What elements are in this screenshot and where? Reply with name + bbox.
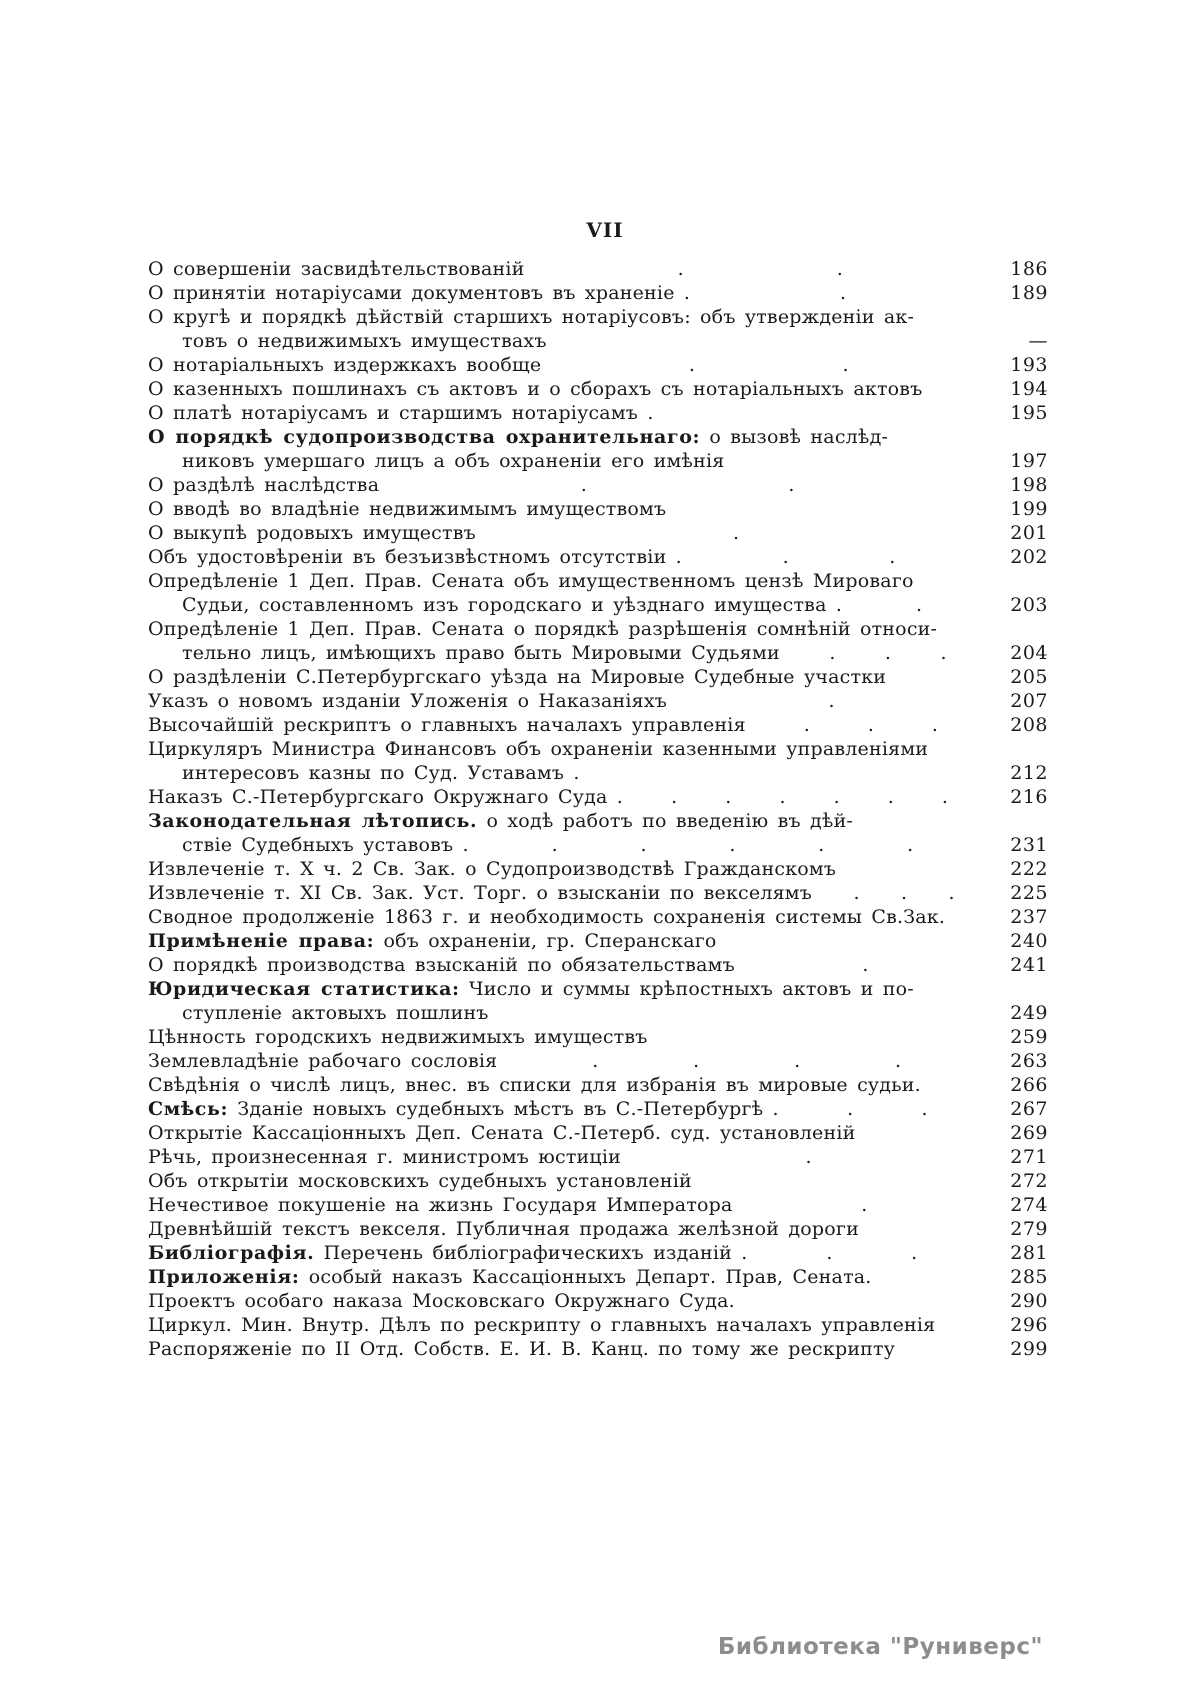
toc-entry — [148, 1049, 1048, 1073]
entry-title-text: Число и суммы крѣпостныхъ актовъ и по- — [459, 978, 914, 1000]
entry-title — [148, 569, 914, 593]
entry-title-text: О принятіи нотаріусами документовъ въ храненіе . — [148, 282, 691, 304]
entry-page-number: 212 — [1010, 762, 1048, 784]
entry-title-text: Нечестивое покушеніе на жизнь Государя Императора — [148, 1194, 733, 1216]
entry-title-text: Землевладѣніе рабочаго сословія — [148, 1050, 498, 1072]
leader-dots: . . . — [803, 714, 938, 736]
entry-title — [148, 929, 717, 953]
toc-entry — [148, 425, 1048, 449]
toc-entry — [148, 1169, 1048, 1193]
toc-entry — [148, 1193, 1048, 1217]
toc-entry — [148, 1025, 1048, 1049]
entry-page-number: 201 — [1010, 522, 1048, 544]
entry-title-text: О раздѣлѣ наслѣдства — [148, 474, 380, 496]
toc-entry — [148, 281, 1048, 305]
entry-title-text: Опредѣленіе 1 Деп. Прав. Сената объ имущественномъ цензѣ Мироваго — [148, 570, 914, 592]
toc-entry — [148, 1145, 1048, 1169]
entry-page-number: 216 — [1010, 786, 1048, 808]
entry-page-number: 225 — [1010, 882, 1048, 904]
entry-title — [148, 1193, 733, 1217]
toc-entry — [148, 1265, 1048, 1289]
entry-title-text: о ходѣ работъ по введенію въ дѣй- — [477, 810, 854, 832]
page-number-roman: VII — [586, 218, 624, 242]
entry-title — [148, 1097, 779, 1121]
entry-title-text: Извлеченіе т. X ч. 2 Св. Зак. о Судопроизводствѣ Гражданскомъ — [148, 858, 837, 880]
entry-page-number: 204 — [1010, 642, 1048, 664]
entry-title-text: Высочайшій рескриптъ о главныхъ началахъ управленія — [148, 714, 746, 736]
entry-title — [148, 809, 853, 833]
entry-title-text: О совершеніи засвидѣтельствованій — [148, 258, 525, 280]
toc-entry — [148, 881, 1048, 905]
toc-entry — [148, 377, 1048, 401]
entry-title-text: Объ удостовѣреніи въ безъизвѣстномъ отсутствіи . — [148, 546, 682, 568]
toc-entry — [148, 905, 1048, 929]
leader-dots: . . — [580, 474, 795, 496]
entry-title-text: О платѣ нотаріусамъ и старшимъ нотаріусамъ . — [148, 402, 654, 424]
entry-title-text: Сводное продолженіе 1863 г. и необходимость сохраненія системы Св.Зак. — [148, 906, 946, 928]
entry-page-number: 269 — [1010, 1122, 1048, 1144]
entry-title — [148, 857, 836, 881]
entry-page-number: 195 — [1010, 402, 1048, 424]
toc-entry — [148, 1121, 1048, 1145]
toc-entry — [148, 569, 1048, 593]
entry-title — [148, 1289, 735, 1313]
toc-entry — [148, 1001, 1048, 1025]
toc-entry — [148, 1313, 1048, 1337]
entry-page-number: 231 — [1010, 834, 1048, 856]
entry-page-number: — — [1028, 330, 1048, 352]
toc-entry — [148, 953, 1048, 977]
entry-title-text: интересовъ казны по Суд. Уставамъ . — [182, 762, 580, 784]
entry-title-text: Опредѣленіе 1 Деп. Прав. Сената о порядкѣ разрѣшенія сомнѣній относи- — [148, 618, 938, 640]
toc-entry — [148, 977, 1048, 1001]
entry-title-text: ступленіе актовыхъ пошлинъ — [182, 1002, 489, 1024]
entry-page-number: 285 — [1010, 1266, 1048, 1288]
leader-dots: . . — [847, 1098, 928, 1120]
entry-title-text: особый наказъ Кассаціонныхъ Департ. Прав, Сената. — [299, 1266, 872, 1288]
leader-dots: . . . . . — [551, 834, 914, 856]
entry-title-text: О казенныхъ пошлинахъ съ актовъ и о сборахъ съ нотаріальныхъ актовъ — [148, 378, 923, 400]
entry-page-number: 240 — [1010, 930, 1048, 952]
leader-dots: . — [861, 1194, 868, 1216]
leader-dots: . . — [782, 546, 896, 568]
entry-page-number: 199 — [1010, 498, 1048, 520]
toc-entry — [148, 593, 1048, 617]
entry-title — [148, 1025, 648, 1049]
entry-title-text: Свѣдѣнія о числѣ лицъ, внес. въ списки для избранія въ мировые судьи. — [148, 1074, 921, 1096]
entry-title-text: Наказъ С.-Петербургскаго Окружнаго Суда . — [148, 786, 624, 808]
entry-title-text: товъ о недвижимыхъ имуществахъ — [182, 330, 547, 352]
toc-entry — [148, 857, 1048, 881]
toc-entry — [148, 785, 1048, 809]
entry-page-number: 259 — [1010, 1026, 1048, 1048]
entry-title — [148, 1073, 921, 1097]
entry-page-number: 279 — [1010, 1218, 1048, 1240]
toc-entry — [148, 761, 1048, 785]
entry-title — [148, 617, 937, 641]
toc-entry — [148, 545, 1048, 569]
entry-page-number: 267 — [1010, 1098, 1048, 1120]
leader-dots: . — [828, 690, 835, 712]
entry-page-number: 202 — [1010, 546, 1048, 568]
entry-title-text: Циркул. Мин. Внутр. Дѣлъ по рескрипту о главныхъ началахъ управленія — [148, 1314, 936, 1336]
entry-title-text: Извлеченіе т. XI Св. Зак. Уст. Торг. о взысканіи по векселямъ — [148, 882, 813, 904]
toc-entry — [148, 497, 1048, 521]
entry-page-number: 198 — [1010, 474, 1048, 496]
entry-page-number: 237 — [1010, 906, 1048, 928]
entry-title-text: О порядкѣ производства взысканій по обязательствамъ — [148, 954, 735, 976]
entry-title — [148, 401, 654, 425]
entry-title-text: Проектъ особаго наказа Московскаго Окружнаго Суда. — [148, 1290, 735, 1312]
entry-title-text: никовъ умершаго лицъ а объ охраненіи его имѣнія — [182, 450, 725, 472]
entry-title-text: О выкупѣ родовыхъ имуществъ — [148, 522, 476, 544]
entry-page-number: 186 — [1010, 258, 1048, 280]
entry-title — [148, 281, 690, 305]
entry-title — [148, 1169, 692, 1193]
entry-title — [148, 353, 541, 377]
entry-page-number: 203 — [1010, 594, 1048, 616]
entry-title — [148, 545, 682, 569]
entry-page-number: 266 — [1010, 1074, 1048, 1096]
leader-dots: . . — [677, 258, 843, 280]
entry-title-bold-prefix: Законодательная лѣтопись. — [148, 810, 478, 832]
entry-title-text: О кругѣ и порядкѣ дѣйствій старшихъ нотаріусовъ: объ утвержденіи ак- — [148, 306, 915, 328]
entry-title-bold-prefix: Юридическая статистика: — [148, 978, 460, 1000]
entry-title-text: Зданіе новыхъ судебныхъ мѣстъ въ С.-Петербургѣ . — [228, 1098, 779, 1120]
toc-entry — [148, 1337, 1048, 1361]
entry-page-number: 290 — [1010, 1290, 1048, 1312]
leader-dots: . — [862, 954, 869, 976]
leader-dots: . . . . — [592, 1050, 902, 1072]
toc-entry — [148, 929, 1048, 953]
table-of-contents — [148, 257, 1048, 1361]
entry-title-text: Объ открытіи московскихъ судебныхъ установленій — [148, 1170, 692, 1192]
entry-title-bold-prefix: Библіографія. — [148, 1242, 315, 1264]
entry-title — [182, 449, 724, 473]
entry-title — [148, 1241, 748, 1265]
entry-page-number: 249 — [1010, 1002, 1048, 1024]
entry-title-text: Циркуляръ Министра Финансовъ объ охраненіи казенными управленіями — [148, 738, 929, 760]
toc-entry — [148, 665, 1048, 689]
entry-title — [148, 1121, 856, 1145]
entry-title-bold-prefix: Примѣненіе права: — [148, 930, 375, 952]
entry-title — [148, 1049, 497, 1073]
entry-title — [148, 689, 667, 713]
toc-entry — [148, 641, 1048, 665]
entry-title-text: тельно лицъ, имѣющихъ право быть Мировыми Судьями — [182, 642, 780, 664]
entry-title — [182, 1001, 489, 1025]
entry-page-number: 263 — [1010, 1050, 1048, 1072]
entry-page-number: 241 — [1010, 954, 1048, 976]
entry-title-text: О нотаріальныхъ издержкахъ вообще — [148, 354, 542, 376]
entry-title-bold-prefix: Приложенія: — [148, 1266, 300, 1288]
entry-title-bold-prefix: О порядкѣ судопроизводства охранительнаго: — [148, 426, 701, 448]
entry-page-number: 197 — [1010, 450, 1048, 472]
entry-title — [148, 521, 476, 545]
entry-title — [148, 1145, 621, 1169]
toc-entry — [148, 617, 1048, 641]
leader-dots: . . . — [829, 642, 947, 664]
entry-page-number: 272 — [1010, 1170, 1048, 1192]
entry-title-text: Судьи, составленномъ изъ городскаго и уѣзднаго имущества . — [182, 594, 843, 616]
entry-title-text: Цѣнность городскихъ недвижимыхъ имуществъ — [148, 1026, 648, 1048]
leader-dots: . — [916, 594, 923, 616]
entry-title — [148, 881, 812, 905]
toc-entry — [148, 449, 1048, 473]
entry-title — [148, 305, 914, 329]
entry-title-text: О раздѣленіи С.Петербургскаго уѣзда на Мировые Судебные участки — [148, 666, 887, 688]
toc-entry — [148, 353, 1048, 377]
entry-title — [148, 737, 928, 761]
entry-title — [182, 833, 469, 857]
toc-entry — [148, 713, 1048, 737]
entry-title-text: о вызовѣ наслѣд- — [700, 426, 889, 448]
leader-dots: . . . — [853, 882, 955, 904]
entry-title — [182, 329, 547, 353]
entry-page-number: 274 — [1010, 1194, 1048, 1216]
toc-entry — [148, 689, 1048, 713]
entry-title — [148, 713, 746, 737]
entry-title-bold-prefix: Смѣсь: — [148, 1098, 229, 1120]
entry-title — [148, 1313, 935, 1337]
entry-page-number: 205 — [1010, 666, 1048, 688]
entry-title — [182, 593, 842, 617]
toc-entry — [148, 521, 1048, 545]
entry-title-text: Указъ о новомъ изданіи Уложенія о Наказаніяхъ — [148, 690, 668, 712]
entry-title-text: Древнѣйшій текстъ векселя. Публичная продажа желѣзной дороги — [148, 1218, 859, 1240]
toc-entry — [148, 1073, 1048, 1097]
entry-title — [148, 905, 945, 929]
toc-entry — [148, 1289, 1048, 1313]
entry-title — [148, 1217, 859, 1241]
entry-page-number: 194 — [1010, 378, 1048, 400]
library-watermark: Библиотека "Руниверс" — [717, 1634, 1043, 1660]
entry-title-text: Перечень библіографическихъ изданій . — [314, 1242, 748, 1264]
leader-dots: . — [840, 282, 847, 304]
entry-page-number: 271 — [1010, 1146, 1048, 1168]
entry-title — [148, 1337, 895, 1361]
toc-entry — [148, 257, 1048, 281]
entry-title-text: объ охраненіи, гр. Сперанскаго — [374, 930, 717, 952]
entry-title — [148, 953, 735, 977]
leader-dots: . . — [826, 1242, 918, 1264]
leader-dots: . . . . . . — [671, 786, 948, 808]
entry-page-number: 208 — [1010, 714, 1048, 736]
entry-page-number: 193 — [1010, 354, 1048, 376]
entry-title — [148, 665, 886, 689]
entry-title — [148, 473, 379, 497]
toc-entry — [148, 833, 1048, 857]
entry-page-number: 296 — [1010, 1314, 1048, 1336]
entry-title — [182, 641, 780, 665]
entry-page-number: 299 — [1010, 1338, 1048, 1360]
entry-title — [148, 377, 923, 401]
entry-page-number: 222 — [1010, 858, 1048, 880]
entry-title-text: Распоряженіе по II Отд. Собств. Е. И. В. Канц. по тому же рескрипту — [148, 1338, 896, 1360]
toc-entry — [148, 1217, 1048, 1241]
entry-title-text: Открытіе Кассаціонныхъ Деп. Сената С.-Петерб. суд. установленій — [148, 1122, 856, 1144]
toc-entry — [148, 401, 1048, 425]
entry-title — [148, 1265, 872, 1289]
leader-dots: . — [805, 1146, 812, 1168]
entry-title — [148, 785, 623, 809]
entry-page-number: 207 — [1010, 690, 1048, 712]
toc-entry — [148, 329, 1048, 353]
entry-title — [182, 761, 580, 785]
toc-entry — [148, 737, 1048, 761]
entry-title — [148, 425, 888, 449]
toc-entry — [148, 473, 1048, 497]
entry-title-text: О вводѣ во владѣніе недвижимымъ имуществомъ — [148, 498, 667, 520]
entry-title-text: ствіе Судебныхъ уставовъ . — [182, 834, 469, 856]
entry-title — [148, 257, 525, 281]
entry-page-number: 189 — [1010, 282, 1048, 304]
entry-page-number: 281 — [1010, 1242, 1048, 1264]
entry-title — [148, 497, 666, 521]
entry-title — [148, 977, 914, 1001]
toc-entry — [148, 809, 1048, 833]
entry-title-text: Рѣчь, произнесенная г. министромъ юстиціи — [148, 1146, 621, 1168]
toc-entry — [148, 1241, 1048, 1265]
leader-dots: . . — [688, 354, 849, 376]
leader-dots: . — [732, 522, 739, 544]
toc-entry — [148, 1097, 1048, 1121]
toc-entry — [148, 305, 1048, 329]
